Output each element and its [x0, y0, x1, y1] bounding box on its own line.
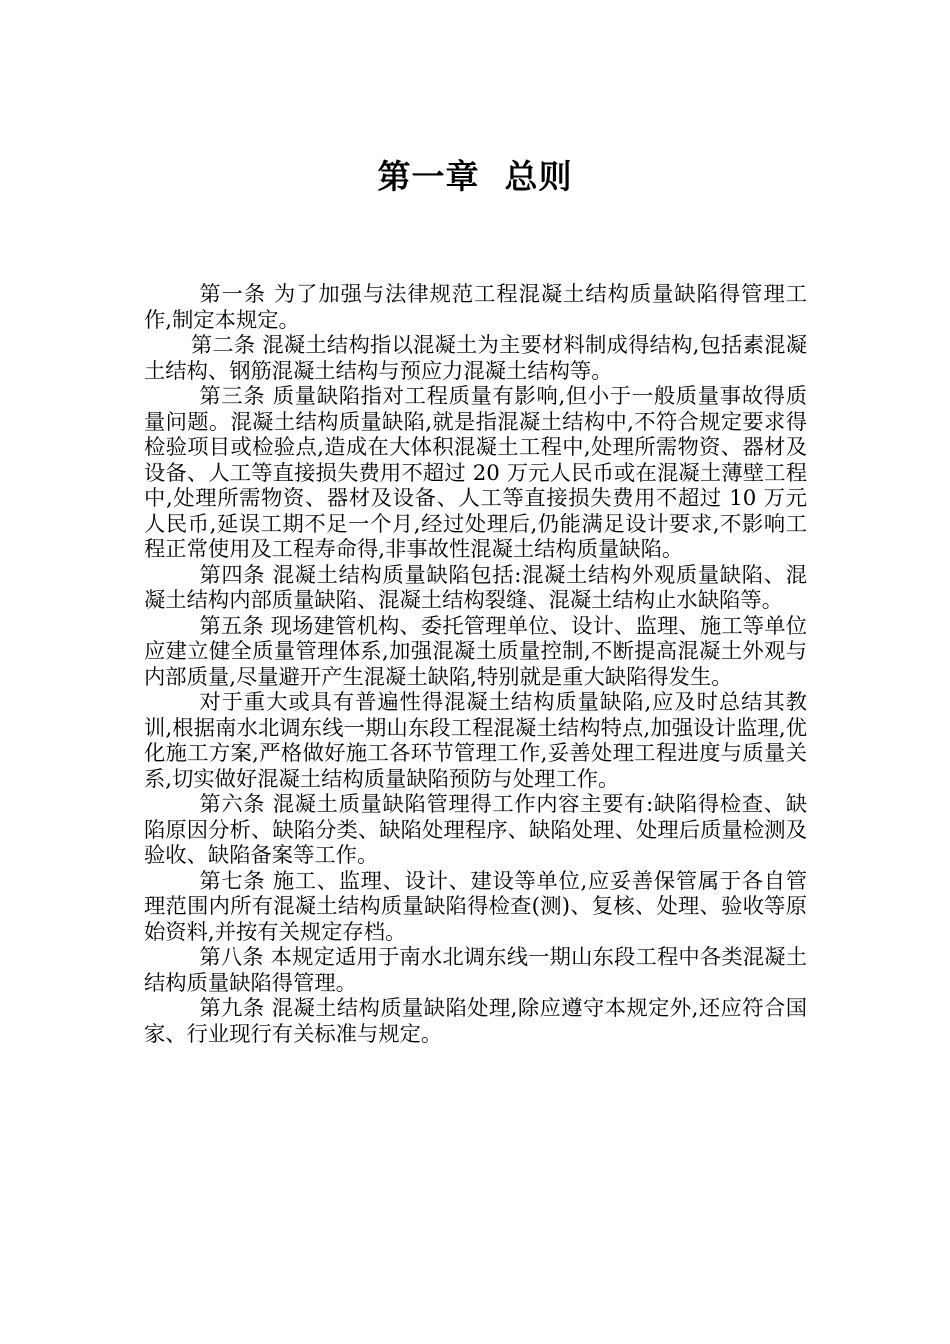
- article-8-paragraph: 第八条 本规定适用于南水北调东线一期山东段工程中各类混凝土结构质量缺陷得管理。: [144, 945, 807, 996]
- article-2-paragraph: 第二条 混凝土结构指以混凝土为主要材料制成得结构,包括素混凝土结构、钢筋混凝土结构与预应力混凝土结构等。: [144, 333, 807, 384]
- article-6-paragraph: 第六条 混凝土质量缺陷管理得工作内容主要有:缺陷得检查、缺陷原因分析、缺陷分类、缺陷处理程序、缺陷处理、处理后质量检测及验收、缺陷备案等工作。: [144, 792, 807, 868]
- article-1-paragraph: 第一条 为了加强与法律规范工程混凝土结构质量缺陷得管理工作,制定本规定。: [144, 282, 807, 333]
- article-4-paragraph: 第四条 混凝土结构质量缺陷包括:混凝土结构外观质量缺陷、混凝土结构内部质量缺陷、混凝土结构裂缝、混凝土结构止水缺陷等。: [144, 562, 807, 613]
- article-3-paragraph: 第三条 质量缺陷指对工程质量有影响,但小于一般质量事故得质量问题。混凝土结构质量缺陷,就是指混凝土结构中,不符合规定要求得检验项目或检验点,造成在大体积混凝土工程中,处理所需物资、器材及设备、人工等直接损失费用不超过 20 万元人民币或在混凝土薄壁工程中,处理所需物资、器材及设备、人工等直接损失费用不超过 10 万元人民币,延误工期不足一个月,经过处理后,仍能满足设计要求,不影响工程正常使用及工程寿命得,非事故性混凝土结构质量缺陷。: [144, 384, 807, 562]
- article-5-continuation-paragraph: 对于重大或具有普遍性得混凝土结构质量缺陷,应及时总结其教训,根据南水北调东线一期山东段工程混凝土结构特点,加强设计监理,优化施工方案,严格做好施工各环节管理工作,妥善处理工程进度与质量关系,切实做好混凝土结构质量缺陷预防与处理工作。: [144, 690, 807, 792]
- article-5-paragraph: 第五条 现场建管机构、委托管理单位、设计、监理、施工等单位应建立健全质量管理体系,加强混凝土质量控制,不断提高混凝土外观与内部质量,尽量避开产生混凝土缺陷,特别就是重大缺陷得发生。: [144, 613, 807, 690]
- document-body: [144, 282, 807, 1047]
- article-7-paragraph: 第七条 施工、监理、设计、建设等单位,应妥善保管属于各自管理范围内所有混凝土结构质量缺陷得检查(测)、复核、处理、验收等原始资料,并按有关规定存档。: [144, 868, 807, 945]
- chapter-title: 第一章 总则: [377, 157, 573, 196]
- article-9-paragraph: 第九条 混凝土结构质量缺陷处理,除应遵守本规定外,还应符合国家、行业现行有关标准与规定。: [144, 996, 807, 1047]
